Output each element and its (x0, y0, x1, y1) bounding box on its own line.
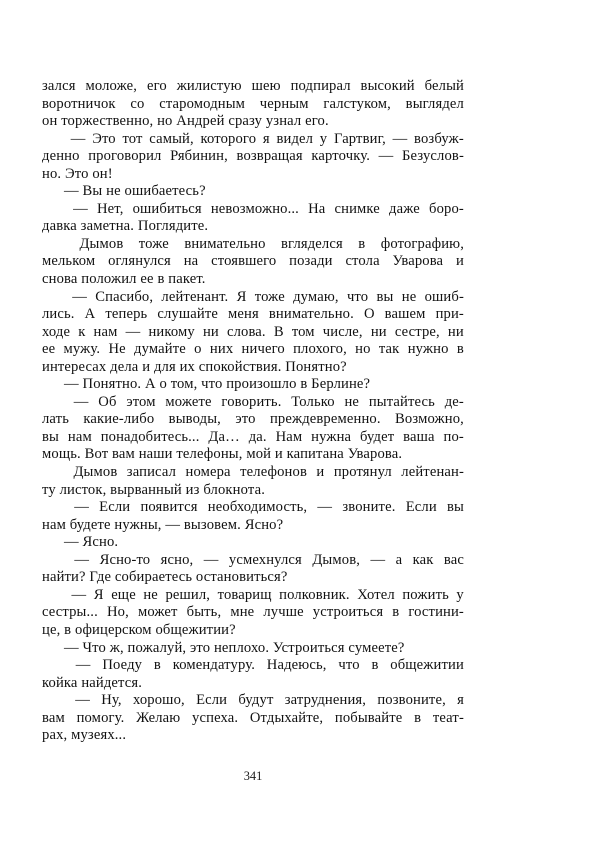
word: в (358, 235, 366, 252)
word: вы (447, 499, 464, 516)
word: быть, (186, 604, 222, 621)
text-line: давка заметна. Поглядите. (42, 218, 209, 235)
paragraph-indent (42, 587, 64, 605)
paragraph-indent (42, 464, 64, 482)
paragraph-indent (42, 289, 64, 307)
paragraph-indent (42, 201, 64, 219)
text-line (42, 552, 464, 570)
paragraph-indent (42, 131, 64, 149)
word: возбуж- (414, 130, 464, 147)
word: при- (435, 306, 464, 323)
word: Не (108, 341, 126, 358)
word: даже (389, 200, 420, 217)
word: вы (376, 288, 394, 305)
word: и (316, 464, 325, 481)
word: ничего (241, 341, 285, 358)
word: ходе (42, 323, 71, 340)
page-number: 341 (243, 769, 263, 783)
word: проговорил (88, 148, 162, 165)
paragraph-indent (42, 692, 64, 710)
word: ее (42, 341, 56, 358)
word: стола (345, 253, 380, 270)
word: его (146, 78, 167, 94)
word: подпирал (290, 78, 351, 94)
word: нам (67, 428, 92, 445)
word: я (262, 130, 270, 147)
word: моложе, (85, 78, 138, 94)
word: возвращая (236, 148, 303, 165)
paragraph (42, 552, 464, 587)
word: О (363, 306, 375, 323)
word: Если (405, 499, 437, 516)
word: — (73, 200, 88, 217)
text-line (42, 499, 464, 517)
word: — (74, 499, 89, 516)
text-line: це, в офицерском общежитии? (42, 621, 236, 638)
word: В (273, 323, 284, 340)
word: так (378, 341, 400, 358)
word: внимательно (184, 235, 266, 252)
word: протянул (333, 464, 392, 481)
word: хорошо, (132, 692, 185, 709)
word: не (143, 586, 158, 603)
word: воротничок (42, 95, 116, 112)
word: Уварова (392, 253, 444, 270)
word: шею (251, 78, 281, 94)
paragraph (42, 464, 464, 499)
text-line: — Понятно. А о том, что произошло в Берлине? (64, 376, 371, 393)
word: — (73, 393, 89, 410)
word: белый (424, 78, 464, 94)
word: Возможно, (395, 411, 464, 428)
word: не (344, 393, 360, 410)
word: Об (98, 393, 117, 410)
word: боро- (429, 200, 464, 217)
text-line: ту листок, вырванный из блокнота. (42, 481, 265, 498)
text-line: — Что ж, пожалуй, это неплохо. Устроиться сумеете? (64, 639, 405, 656)
word: в (414, 709, 422, 726)
paragraph (42, 131, 464, 184)
text-line (42, 148, 464, 166)
word: Дымов, (312, 551, 361, 568)
paragraph-indent (42, 394, 64, 412)
word: записал (126, 464, 177, 481)
word: никому (148, 323, 195, 340)
text-line (42, 96, 464, 114)
text-line: интересах дела и для их спокойствия. Понятно? (42, 358, 347, 375)
word: побывайте (334, 709, 403, 726)
word: невозможно... (210, 200, 299, 217)
word: галстуком, (323, 95, 391, 112)
word: еще (111, 586, 136, 603)
word: Если (99, 499, 131, 516)
text-line (42, 464, 464, 482)
text-line (42, 78, 464, 96)
text-line (42, 324, 464, 342)
word: пожить (402, 586, 449, 603)
word: будут (238, 692, 274, 709)
word: усмехнулся (228, 551, 302, 568)
word: денно (42, 148, 80, 165)
word: звоните. (342, 499, 396, 516)
word: по- (443, 428, 464, 445)
text-line: — Ясно. (64, 534, 119, 551)
word: числе, (322, 323, 363, 340)
word: жилистую (176, 78, 242, 94)
word: какие-либо (83, 411, 155, 428)
word: старомодным (159, 95, 246, 112)
word: — (392, 130, 408, 147)
word: Это (92, 130, 116, 147)
text-line: рах, музеях... (42, 727, 127, 744)
word: мне (230, 604, 255, 621)
word: у (319, 130, 328, 147)
word: вгляделся (281, 235, 343, 252)
word: меня (228, 306, 259, 323)
word: тоже (138, 235, 169, 252)
word: Но, (106, 604, 129, 621)
word: фотографию, (380, 235, 464, 252)
word: ошиб- (424, 288, 464, 305)
word: Если (196, 692, 228, 709)
word: что (338, 657, 360, 674)
word: а (395, 551, 403, 568)
paragraph (42, 499, 464, 534)
word: стоявшего (211, 253, 277, 270)
word: гостини- (408, 604, 464, 621)
paragraph (42, 183, 464, 201)
paragraph-indent (42, 499, 64, 517)
word: сестры... (42, 604, 98, 621)
word: — (317, 499, 333, 516)
word: выводы, (168, 411, 221, 428)
text-line (42, 306, 464, 324)
word: лучше (263, 604, 304, 621)
word: и (455, 253, 464, 270)
text-line (42, 253, 464, 271)
word: вам (42, 709, 65, 726)
word: лейтенант. (161, 288, 229, 305)
word: Надеюсь, (266, 657, 327, 674)
word: теперь (105, 306, 148, 323)
word: общежитии (390, 657, 464, 674)
word: черным (259, 95, 309, 112)
word: ясно, (160, 551, 194, 568)
word: не (401, 288, 417, 305)
word: карточку. (311, 148, 370, 165)
word: оглянулся (108, 253, 171, 270)
paragraph (42, 201, 464, 236)
word: Хотел (357, 586, 395, 603)
word: мужу. (63, 341, 101, 358)
word: полковник. (279, 586, 350, 603)
word: Ясно-то (99, 551, 151, 568)
word: нужно (407, 341, 449, 358)
word: Поеду (102, 657, 143, 674)
word: этом (126, 393, 156, 410)
text-line: он торжественно, но Андрей сразу узнал его. (42, 113, 329, 130)
word: необходимость, (207, 499, 308, 516)
word: — (125, 323, 141, 340)
word: нам (93, 323, 118, 340)
paragraph (42, 78, 464, 131)
word: но (355, 341, 371, 358)
word: позади (289, 253, 333, 270)
word: — (378, 148, 394, 165)
word: да. (248, 428, 267, 445)
word: Я (236, 288, 247, 305)
word: к (78, 323, 86, 340)
paragraph (42, 587, 464, 640)
text-line: но. Это он! (42, 165, 113, 182)
word: ни (370, 323, 387, 340)
word: снимке (334, 200, 380, 217)
word: Спасибо, (95, 288, 154, 305)
word: в (392, 604, 400, 621)
word: которого (200, 130, 257, 147)
word: самый, (149, 130, 194, 147)
word: лись. (42, 306, 75, 323)
text-line (42, 411, 464, 429)
word: Дымов (73, 464, 118, 481)
word: на (183, 253, 199, 270)
word: будет (360, 428, 395, 445)
word: позвоните, (377, 692, 446, 709)
paragraph (42, 289, 464, 377)
word: — (75, 657, 91, 674)
text-line: мощь. Вот вам наши телефоны, мой и капитана Уварова. (42, 446, 403, 463)
word: — (74, 551, 90, 568)
word: комендатуру. (172, 657, 255, 674)
text-line (42, 692, 464, 710)
word: А (84, 306, 96, 323)
text-line (42, 604, 464, 622)
text-line: койка найдется. (42, 674, 143, 691)
word: слушайте (157, 306, 218, 323)
word: ошибиться (132, 200, 202, 217)
word: товарищ (217, 586, 272, 603)
text-line (42, 394, 464, 412)
word: — (70, 130, 86, 147)
word: ни (447, 323, 464, 340)
word: понадобитесь... (100, 428, 200, 445)
word: номера (185, 464, 231, 481)
word: зался (42, 78, 76, 94)
word: них (209, 341, 234, 358)
word: — (203, 551, 219, 568)
word: — (75, 692, 90, 709)
text-line: снова положил ее в пакет. (42, 271, 206, 288)
word: Нам (275, 428, 303, 445)
word: вас (443, 551, 464, 568)
word: Желаю (136, 709, 181, 726)
word: Да… (208, 428, 240, 445)
text-line (42, 657, 464, 675)
word: со (130, 95, 145, 112)
word: теат- (432, 709, 464, 726)
word: Нет, (96, 200, 124, 217)
paragraph (42, 236, 464, 289)
word: у (456, 586, 464, 603)
word: — (370, 551, 386, 568)
word: это (235, 411, 256, 428)
paragraph (42, 640, 464, 658)
word: вашем (384, 306, 426, 323)
word: успеха. (192, 709, 239, 726)
paragraph (42, 376, 464, 394)
word: думайте (134, 341, 186, 358)
word: тоже (254, 288, 285, 305)
word: На (308, 200, 326, 217)
text-line (42, 236, 464, 254)
text-line (42, 131, 464, 149)
text-line: найти? Где собираетесь остановиться? (42, 569, 288, 586)
paragraph-indent (42, 657, 64, 675)
word: Отдыхайте, (249, 709, 324, 726)
word: том (291, 323, 315, 340)
word: видел (276, 130, 314, 147)
word: решил, (165, 586, 211, 603)
word: в (371, 657, 379, 674)
text-line: — Вы не ошибаетесь? (64, 183, 206, 200)
word: в (153, 657, 161, 674)
word: что (346, 288, 369, 305)
word: Ну, (101, 692, 122, 709)
word: можете (165, 393, 212, 410)
word: телефонов (240, 464, 307, 481)
word: в (456, 341, 464, 358)
word: Гартвиг, (333, 130, 386, 147)
word: выглядел (405, 95, 464, 112)
word: Только (291, 393, 335, 410)
word: нужна (311, 428, 352, 445)
text-line (42, 289, 464, 307)
word: тот (122, 130, 143, 147)
word: слова. (226, 323, 266, 340)
word: — (72, 288, 88, 305)
word: внимательно. (268, 306, 354, 323)
word: плохого, (293, 341, 347, 358)
word: де- (444, 393, 464, 410)
word: думаю, (293, 288, 339, 305)
text-line (42, 587, 464, 605)
word: лейтенан- (401, 464, 464, 481)
word: преждевременно. (269, 411, 381, 428)
word: мельком (42, 253, 96, 270)
word: — (71, 586, 87, 603)
word: как (412, 551, 434, 568)
paragraph (42, 692, 464, 745)
word: Я (93, 586, 104, 603)
text-line (42, 710, 464, 728)
text-line (42, 429, 464, 447)
text-line: нам будете нужны, — вызовем. Ясно? (42, 516, 284, 533)
word: пытайтесь (368, 393, 435, 410)
word: ни (202, 323, 219, 340)
word: появится (140, 499, 198, 516)
word: Рябинин, (170, 148, 228, 165)
word: сестре, (394, 323, 440, 340)
page-text-block (42, 78, 464, 745)
word: я (457, 692, 464, 709)
paragraph (42, 657, 464, 692)
paragraph (42, 534, 464, 552)
word: Дымов (79, 235, 124, 252)
paragraph (42, 394, 464, 464)
word: помогу. (76, 709, 125, 726)
word: вы (42, 428, 59, 445)
word: высокий (360, 78, 415, 94)
word: затруднения, (284, 692, 367, 709)
word: может (137, 604, 178, 621)
paragraph-indent (42, 236, 64, 254)
word: устроиться (312, 604, 384, 621)
text-line (42, 201, 464, 219)
word: Безуслов- (402, 148, 464, 165)
word: ваша (403, 428, 435, 445)
word: о (194, 341, 202, 358)
word: говорить. (221, 393, 282, 410)
word: лать (42, 411, 69, 428)
paragraph-indent (42, 552, 64, 570)
text-line (42, 341, 464, 359)
